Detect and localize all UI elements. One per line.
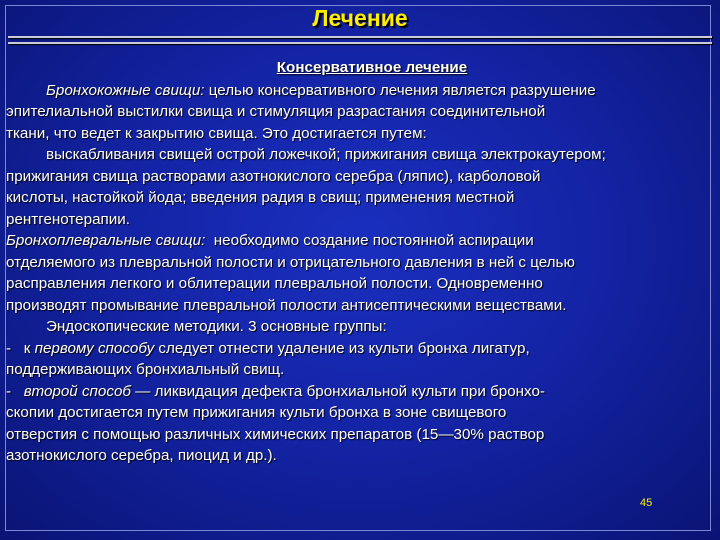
term-bronchocutaneous: Бронхокожные свищи: [46, 81, 205, 99]
text-line: кислоты, настойкой йода; введения радия в свищ; применения местной [6, 189, 515, 206]
text-line: поддерживающих бронхиальный свищ. [6, 361, 285, 378]
title-divider-top [8, 36, 712, 38]
slide-body [6, 57, 718, 467]
text-line: прижигания свища растворами азотнокислого серебра (ляпис), карболовой [6, 167, 541, 185]
section-subtitle: Консервативное лечение [276, 59, 468, 76]
text-line: эпителиальной выстилки свища и стимуляция разрастания соединительной [6, 103, 546, 120]
list-item-second-method: - второй способ — ликвидация дефекта бронхиальной культи при бронхо- [6, 382, 545, 400]
text-line: азотнокислого серебра, пиоцид и др.). [6, 447, 277, 464]
text-line: отверстия с помощью различных химических препаратов (15—30% раствор [6, 425, 545, 443]
text-line: скопии достигается путем прижигания культи бронха в зоне свищевого [6, 404, 507, 421]
slide-title: Лечение [312, 5, 408, 31]
title-divider-bottom [8, 42, 712, 44]
text-line: отделяемого из плевральной полости и отрицательного давления в ней с целью [6, 253, 575, 271]
term-bronchopleural: Бронхоплевральные свищи: [6, 232, 206, 249]
text-line: Эндоскопические методики. 3 основные группы: [46, 318, 387, 335]
text-line: Бронхокожные свищи: целью консервативного лечения является разрушение [46, 81, 596, 99]
list-item-first-method: - к первому способу следует отнести удаление из культи бронха лигатур, [6, 339, 530, 357]
page-number: 45 [640, 497, 653, 509]
text-line: производят промывание плевральной полости антисептическими веществами. [6, 296, 567, 314]
text-line: ткани, что ведет к закрытию свища. Это достигается путем: [6, 124, 427, 142]
text-line: Бронхоплевральные свищи: необходимо создание постоянной аспирации [6, 232, 534, 249]
text-line: выскабливания свищей острой ложечкой; прижигания свища электрокаутером; [46, 146, 606, 163]
text-line: расправления легкого и облитерации плевральной полости. Одновременно [6, 275, 543, 292]
text-line: рентгенотерапии. [6, 210, 130, 228]
